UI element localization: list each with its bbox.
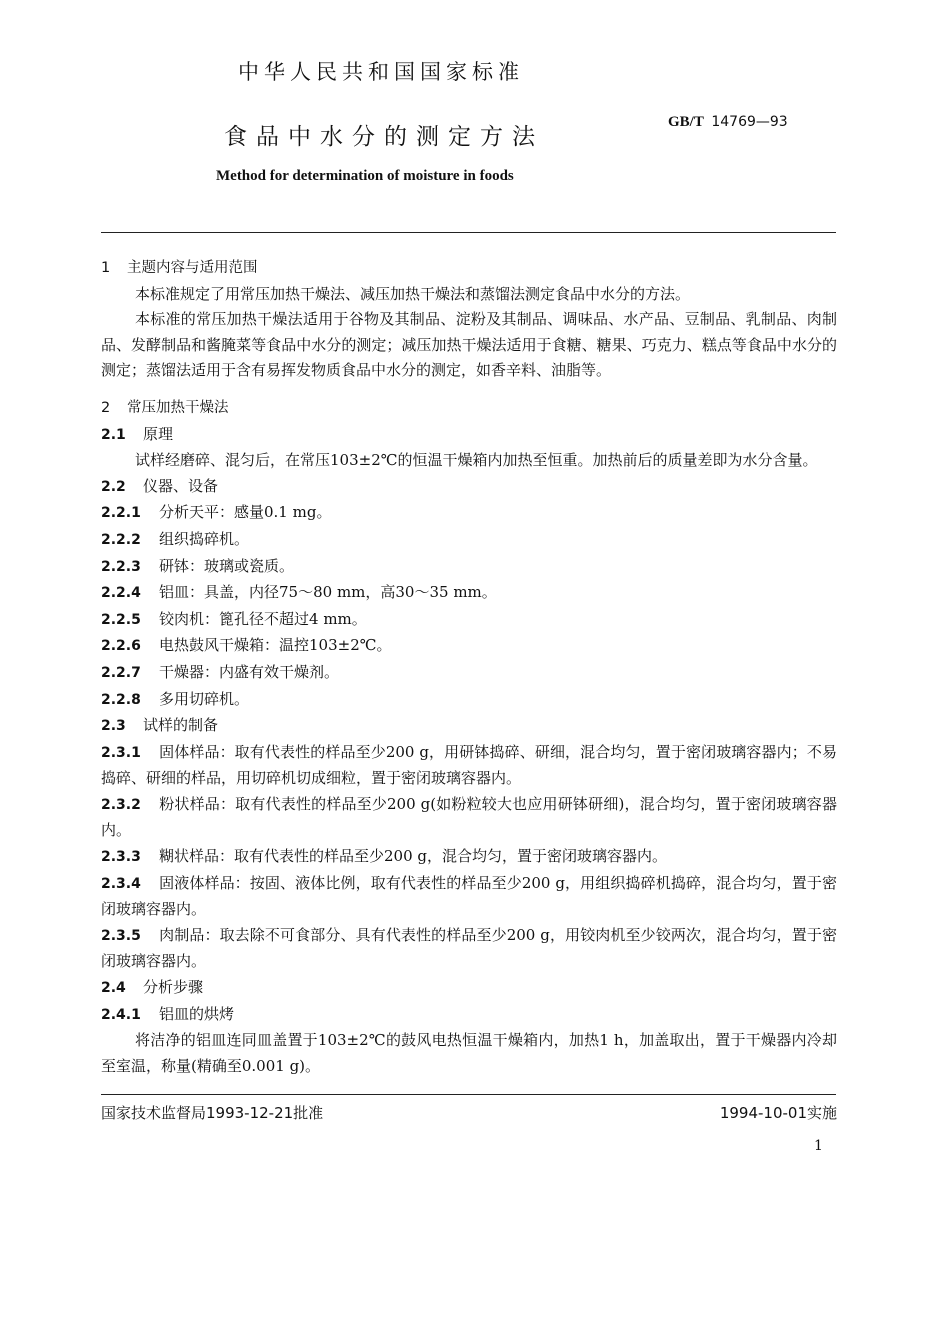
clause-text: 干燥器：内盛有效干燥剂。 bbox=[159, 662, 340, 681]
section-number: 1 bbox=[101, 260, 111, 276]
clause-item bbox=[101, 844, 837, 871]
clause-item bbox=[101, 792, 837, 844]
clause-number: 2.2.1 bbox=[101, 505, 141, 522]
clause-item bbox=[101, 871, 837, 923]
section-title: 主题内容与适用范围 bbox=[127, 260, 258, 276]
effective-date: 1994-10-01实施 bbox=[719, 1104, 837, 1122]
clause-text: 固体样品：取有代表性的样品至少200 g，用研钵捣碎、研细，混合均匀，置于密闭玻璃容器内；不易捣碎、研细的样品，用切碎机切成细粒，置于密闭玻璃容器内。 bbox=[101, 742, 837, 788]
clause-text: 肉制品：取去除不可食部分、具有代表性的样品至少200 g，用铰肉机至少铰两次，混合均匀，置于密闭玻璃容器内。 bbox=[101, 925, 837, 971]
clause-number: 2.3.5 bbox=[101, 927, 141, 944]
clause-text: 试样的制备 bbox=[143, 716, 219, 735]
clause-item bbox=[101, 923, 837, 975]
clause-text: 研钵：玻璃或瓷质。 bbox=[159, 556, 295, 575]
clause-number: 2.3.2 bbox=[101, 796, 141, 813]
document-body bbox=[101, 256, 837, 1079]
clause-number: 2.4.1 bbox=[101, 1006, 141, 1023]
clause-heading bbox=[101, 474, 837, 501]
clause-text: 组织捣碎机。 bbox=[159, 529, 250, 548]
standard-code bbox=[668, 114, 788, 131]
document-title: 食品中水分的测定方法 bbox=[224, 124, 544, 150]
section-heading bbox=[101, 396, 837, 422]
clause-number: 2.3.4 bbox=[101, 875, 141, 892]
clause-item bbox=[101, 580, 837, 607]
paragraph: 本标准规定了用常压加热干燥法、减压加热干燥法和蒸馏法测定食品中水分的方法。 bbox=[135, 284, 691, 303]
clause-number: 2.2.5 bbox=[101, 611, 141, 628]
footer-divider bbox=[101, 1094, 836, 1095]
clause-number: 2.2 bbox=[101, 478, 126, 495]
clause-number: 2.2.7 bbox=[101, 664, 141, 681]
clause-text: 电热鼓风干燥箱：温控103±2℃。 bbox=[159, 636, 392, 655]
clause-item bbox=[101, 554, 837, 581]
header-divider bbox=[101, 232, 836, 233]
clause-heading bbox=[101, 422, 837, 449]
clause-number: 2.1 bbox=[101, 426, 126, 443]
clause-number: 2.3.3 bbox=[101, 849, 141, 866]
paragraph: 将洁净的铝皿连同皿盖置于103±2℃的鼓风电热恒温干燥箱内，加热1 h，加盖取出，置于干燥器内冷却至室温，称量(精确至0.001 g)。 bbox=[101, 1031, 837, 1075]
clause-text: 分析天平：感量0.1 mg。 bbox=[159, 503, 332, 522]
clause-number: 2.2.6 bbox=[101, 638, 141, 655]
clause-item bbox=[101, 687, 837, 714]
clause-number: 2.3.1 bbox=[101, 744, 141, 761]
approval-date: 国家技术监督局1993-12-21批准 bbox=[101, 1104, 324, 1122]
clause-number: 2.3 bbox=[101, 718, 126, 735]
english-title: Method for determination of moisture in foods bbox=[216, 168, 514, 184]
clause-number: 2.2.3 bbox=[101, 558, 141, 575]
clause-number: 2.4 bbox=[101, 980, 126, 997]
issuing-body: 中华人民共和国国家标准 bbox=[238, 60, 524, 84]
section-title: 常压加热干燥法 bbox=[127, 399, 229, 416]
clause-heading bbox=[101, 975, 837, 1002]
clause-text: 多用切碎机。 bbox=[159, 689, 250, 708]
section-number: 2 bbox=[101, 399, 111, 416]
section-heading bbox=[101, 256, 837, 282]
clause-text: 铰肉机：篦孔径不超过4 mm。 bbox=[159, 609, 367, 628]
clause-heading bbox=[101, 713, 837, 740]
clause-number: 2.2.2 bbox=[101, 531, 141, 548]
clause-text: 糊状样品：取有代表性的样品至少200 g，混合均匀，置于密闭玻璃容器内。 bbox=[159, 847, 668, 866]
clause-text: 粉状样品：取有代表性的样品至少200 g(如粉粒较大也应用研钵研细)，混合均匀，置于密闭玻璃容器内。 bbox=[101, 794, 837, 840]
page-number: 1 bbox=[814, 1138, 823, 1154]
clause-number: 2.2.8 bbox=[101, 691, 141, 708]
clause-item bbox=[101, 527, 837, 554]
clause-item bbox=[101, 660, 837, 687]
clause-number: 2.2.4 bbox=[101, 585, 141, 602]
clause-text: 铝皿的烘烤 bbox=[159, 1004, 235, 1023]
paragraph: 试样经磨碎、混匀后，在常压103±2℃的恒温干燥箱内加热至恒重。加热前后的质量差即为水分含量。 bbox=[135, 451, 818, 470]
clause-text: 仪器、设备 bbox=[143, 476, 219, 495]
clause-item bbox=[101, 740, 837, 792]
clause-text: 分析步骤 bbox=[143, 978, 204, 997]
paragraph: 本标准的常压加热干燥法适用于谷物及其制品、淀粉及其制品、调味品、水产品、豆制品、乳制品、肉制品、发酵制品和酱腌菜等食品中水分的测定；减压加热干燥法适用于食糖、糖果、巧克力、糕点等食品中水分的测定；蒸馏法适用于含有易挥发物质食品中水分的测定，如香辛料、油脂等。 bbox=[101, 310, 837, 380]
standard-code-number: 14769—93 bbox=[711, 114, 788, 130]
clause-item bbox=[101, 1002, 837, 1029]
clause-item bbox=[101, 633, 837, 660]
clause-text: 铝皿：具盖，内径75～80 mm，高30～35 mm。 bbox=[159, 583, 497, 602]
standard-code-prefix: GB/T bbox=[668, 114, 704, 130]
clause-text: 原理 bbox=[143, 424, 174, 443]
clause-item bbox=[101, 607, 837, 634]
clause-item bbox=[101, 500, 837, 527]
clause-text: 固液体样品：按固、液体比例，取有代表性的样品至少200 g，用组织捣碎机捣碎，混合均匀，置于密闭玻璃容器内。 bbox=[101, 873, 837, 919]
